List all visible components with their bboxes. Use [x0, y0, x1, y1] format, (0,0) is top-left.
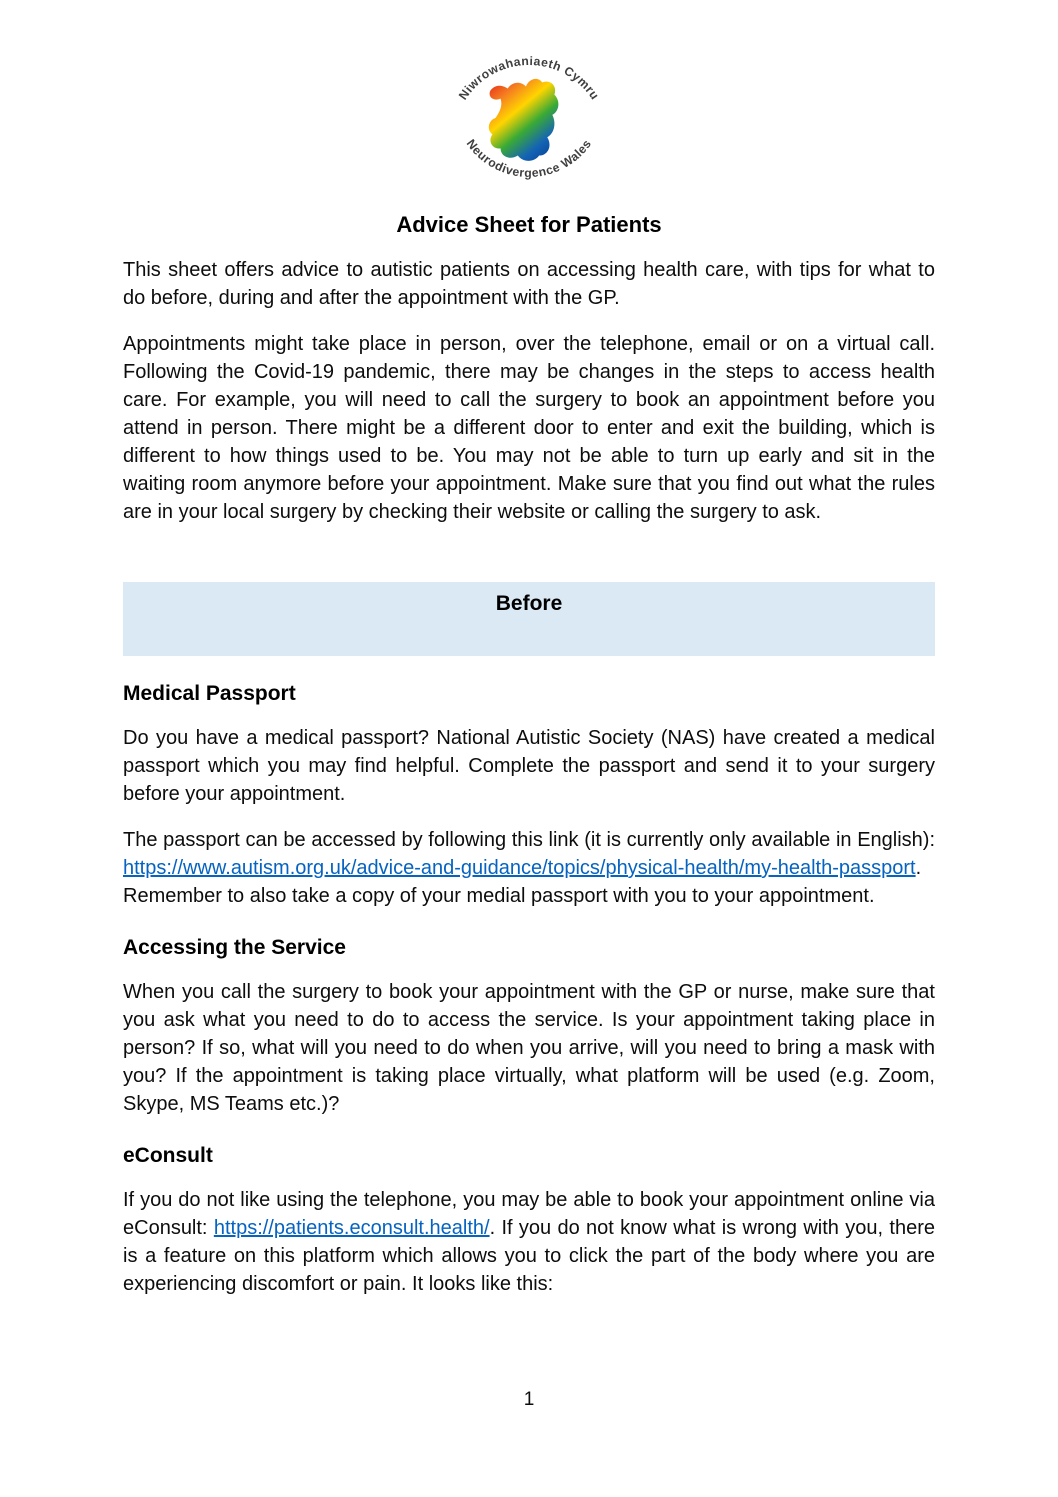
autism-org-passport-link[interactable]: https://www.autism.org.uk/advice-and-guidance/topics/physical-health/my-health-passport	[123, 857, 916, 879]
econsult-paragraph-text-before: If you do not like using the telephone, you may be able to book your appointment online via eConsult:	[123, 1189, 935, 1239]
intro-paragraph-1: This sheet offers advice to autistic patients on accessing health care, with tips for what to do before, during and after the appointment with the GP.	[123, 259, 935, 309]
medical-passport-paragraph-2	[123, 826, 935, 910]
section-banner-label: Before	[495, 592, 563, 615]
medical-passport-paragraph-1: Do you have a medical passport? National Autistic Society (NAS) have created a medical passport which you may find helpful. Complete the passport and send it to your surgery before your appointment.	[123, 727, 935, 805]
accessing-service-paragraph: When you call the surgery to book your appointment with the GP or nurse, make sure that you ask what you need to do to access the service. Is your appointment taking place in person? If so, what will you need to do when you arrive, will you need to bring a mask with you? If the appointment is taking place virtually, what platform will be used (e.g. Zoom, Skype, MS Teams etc.)?	[123, 981, 935, 1115]
econsult-paragraph-text-after: . If you do not know what is wrong with you, there is a feature on this platform which allows you to click the part of the body where you are experiencing discomfort or pain. It looks like this:	[123, 1217, 935, 1295]
heading-medical-passport: Medical Passport	[123, 682, 296, 705]
page-title: Advice Sheet for Patients	[396, 212, 662, 237]
page-number: 1	[523, 1389, 535, 1410]
medical-passport-paragraph-2-text-after: . Remember to also take a copy of your medial passport with you to your appointment.	[123, 857, 922, 907]
section-banner-before	[123, 582, 935, 656]
econsult-link[interactable]: https://patients.econsult.health/	[213, 1217, 490, 1239]
heading-econsult: eConsult	[123, 1144, 213, 1167]
logo-arc-top-text: Niwrowahaniaeth Cymru	[455, 56, 603, 103]
heading-accessing-the-service: Accessing the Service	[123, 936, 346, 959]
intro-paragraph-2: Appointments might take place in person, over the telephone, email or on a virtual call. Following the Covid-19 pandemic, there may be changes in the steps to access health care. For example, you will need to call the surgery to book an appointment before you attend in person. There might be a different door to enter and exit the building, which is different to how things used to be. You may not be able to turn up early and sit in the waiting room anymore before your appointment. Make sure that you find out what the rules are in your local surgery by checking their website or calling the surgery to ask.	[123, 333, 935, 523]
neurodivergence-wales-logo	[440, 56, 618, 186]
wales-map-shape	[489, 79, 559, 161]
logo-arc-bottom-text: Neurodivergence Wales	[463, 136, 595, 181]
medical-passport-paragraph-2-text-before: The passport can be accessed by following this link (it is currently only available in English):	[123, 829, 935, 851]
logo-container	[0, 0, 1058, 186]
econsult-paragraph	[123, 1186, 935, 1298]
document-body	[123, 212, 935, 1298]
